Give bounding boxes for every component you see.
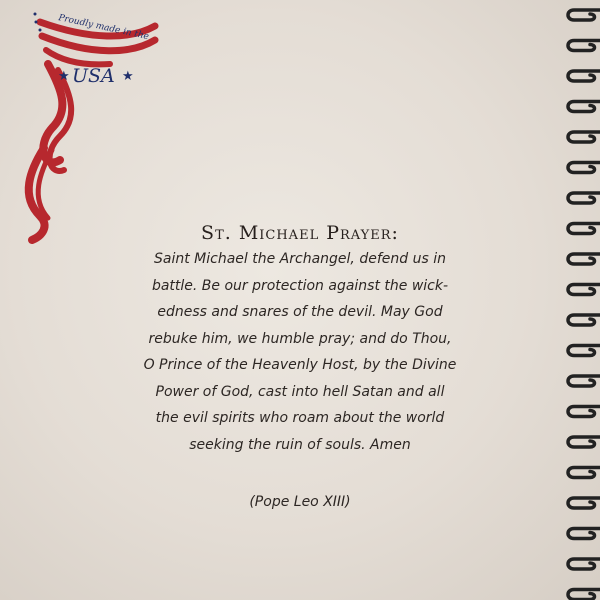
- binding-coil: [568, 376, 600, 386]
- logo-tagline: Proudly made in the: [57, 13, 150, 43]
- binding-coil: [568, 224, 600, 234]
- prayer-line: the evil spirits who roam about the world: [155, 410, 445, 426]
- prayer-attribution: (Pope Leo XIII): [249, 494, 351, 510]
- prayer-line: edness and snares of the devil. May God: [157, 304, 443, 320]
- prayer-text: [100, 246, 500, 458]
- binding-coil: [568, 559, 600, 569]
- prayer-line: rebuke him, we humble pray; and do Thou,: [148, 330, 452, 347]
- binding-coil: [568, 285, 600, 295]
- made-in-usa-logo: [0, 0, 170, 250]
- binding-coil: [568, 590, 600, 600]
- binding-coil: [568, 315, 600, 325]
- binding-coil: [568, 529, 600, 539]
- binding-coil: [568, 71, 600, 81]
- prayer-title: St. Michael Prayer:: [201, 222, 399, 244]
- prayer-block: [100, 222, 500, 510]
- logo-country: USA: [72, 65, 115, 87]
- binding-coil: [568, 193, 600, 203]
- binding-coil: [568, 102, 600, 112]
- binding-coil: [568, 346, 600, 356]
- binding-coil: [568, 41, 600, 51]
- binding-coil: [568, 132, 600, 142]
- spiral-binding: [560, 0, 600, 600]
- star-icon: ★: [58, 68, 70, 83]
- star-icon: ★: [122, 68, 134, 83]
- binding-coil: [568, 163, 600, 173]
- flag-stripes: [29, 22, 155, 240]
- prayer-line: seeking the ruin of souls. Amen: [189, 436, 411, 453]
- binding-coil: [568, 468, 600, 478]
- prayer-line: Power of God, cast into hell Satan and all: [155, 383, 445, 400]
- binding-coil: [568, 10, 600, 20]
- binding-coil: [568, 407, 600, 417]
- binding-coil: [568, 498, 600, 508]
- binding-coil: [568, 254, 600, 264]
- prayer-line: Saint Michael the Archangel, defend us in: [154, 251, 446, 267]
- prayer-line: O Prince of the Heavenly Host, by the Divine: [143, 357, 457, 373]
- prayer-line: battle. Be our protection against the wick-: [151, 277, 449, 294]
- binding-coil: [568, 437, 600, 447]
